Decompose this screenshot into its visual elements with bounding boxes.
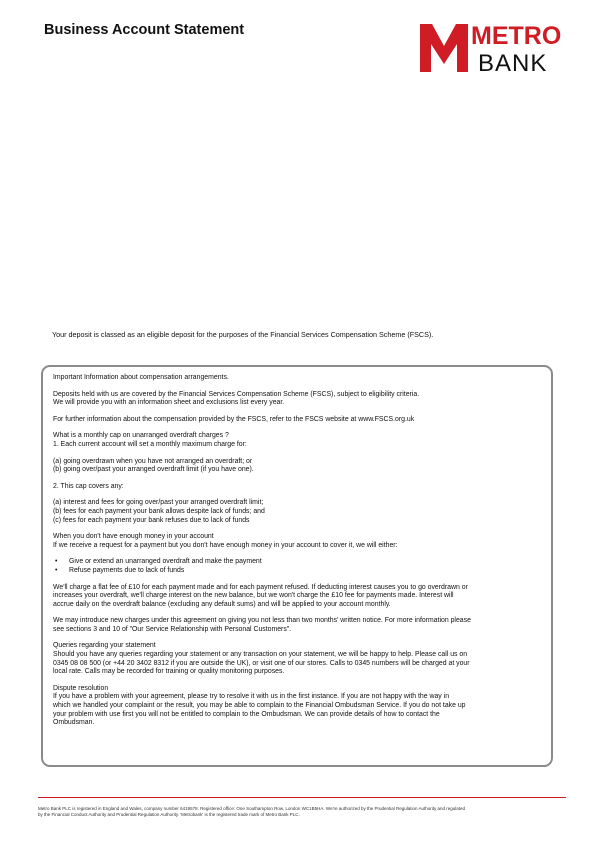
- footer-line: by the Financial Conduct Authority and Prudential Regulation Authority. 'Metrobank' is the registered trade mark of Metro Bank PLC.: [38, 812, 300, 817]
- section-heading: Queries regarding your statement: [53, 642, 156, 650]
- bullet-icon: •: [55, 566, 58, 574]
- list-item: (b) going over/past your arranged overdraft limit (if you have one).: [53, 466, 254, 474]
- list-item: (a) going overdrawn when you have not arranged an overdraft; or: [53, 457, 253, 465]
- list-item: [53, 558, 542, 567]
- text-line: We may introduce new charges under this agreement on giving you not less than two months' written notice. For more information please: [53, 617, 471, 625]
- deposits-paragraph: [53, 391, 542, 408]
- cap-items: [53, 458, 542, 475]
- text-line: 1. Each current account will set a monthly maximum charge for:: [53, 440, 247, 448]
- text-line: If you have a problem with your agreement, please try to resolve it with us in the first instance. If you are not happy with the way in: [53, 693, 450, 701]
- list-item: (c) fees for each payment your bank refuses due to lack of funds: [53, 516, 250, 524]
- text-line: increases your overdraft, we'll charge interest on the new balance, but we won't charge the £10 fee for payments made. Interest will: [53, 592, 454, 600]
- list-item-text: Give or extend an unarranged overdraft and make the payment: [69, 558, 262, 566]
- text-line: which we handled your complaint or the result, you may be able to complain to the Financial Ombudsman Service. If you do not take up: [53, 702, 466, 710]
- fscs-eligibility-note: Your deposit is classed as an eligible deposit for the purposes of the Financial Services Compensation Scheme (FSCS).: [52, 330, 434, 339]
- options-list: [53, 558, 542, 575]
- info-heading: Important Information about compensation arrangements.: [53, 374, 229, 381]
- new-charges-paragraph: [53, 617, 542, 634]
- text-line: Ombudsman.: [53, 719, 95, 727]
- list-item: (b) fees for each payment your bank allows despite lack of funds; and: [53, 507, 265, 515]
- text-line: We'll charge a flat fee of £10 for each payment made and for each payment refused. If deducting interest causes you to go overdrawn or: [53, 583, 468, 591]
- text-line: Deposits held with us are covered by the Financial Services Compensation Scheme (FSCS), subject to eligibility criteria.: [53, 390, 420, 398]
- text-line: your problem with use first you will not be entitled to complain to the Ombudsman. We can provide details of how to contact the: [53, 710, 440, 718]
- list-item: [53, 567, 542, 576]
- text-line: local rate. Calls may be recorded for training or quality monitoring purposes.: [53, 668, 285, 676]
- footer-line: Metro Bank PLC is registered in England and Wales, company number 6419578. Registered office: One Southampton Row, London WC1B5HA. We're authorized by the Prudential Regulation Authority and regulated: [38, 806, 466, 811]
- compensation-info-box: [41, 365, 553, 767]
- section-heading: When you don't have enough money in your account: [53, 533, 214, 541]
- metro-bank-logo: [420, 20, 562, 77]
- footer-divider: [38, 797, 566, 798]
- text-line: accrue daily on the overdraft balance (excluding any default sums) and will be applied to your account monthly.: [53, 600, 391, 608]
- flat-fee-paragraph: [53, 584, 542, 610]
- text-line: Should you have any queries regarding your statement or any transaction on your statement, we will be happy to help. Please call us on: [53, 651, 468, 659]
- list-item: (a) interest and fees for going over/past your arranged overdraft limit;: [53, 499, 264, 507]
- cap-question: [53, 432, 542, 449]
- logo-word-bank: BANK: [478, 50, 548, 77]
- text-line: We will provide you with an information sheet and exclusions list every year.: [53, 399, 285, 407]
- logo-word-metro: METRO: [471, 22, 562, 50]
- text-line: 0345 08 08 500 (or +44 20 3402 8312 if you are outside the UK), or visit one of our stores. Calls to 0345 numbers will be charged at your: [53, 659, 470, 667]
- text-line: What is a monthly cap on unarranged overdraft charges ?: [53, 432, 229, 440]
- dispute-paragraph: [53, 685, 542, 728]
- text-line: If we receive a request for a payment but you don't have enough money in your account to cover it, we will either:: [53, 541, 398, 549]
- page-title: Business Account Statement: [44, 22, 245, 38]
- list-item-text: Refuse payments due to lack of funds: [69, 566, 185, 574]
- fscs-further-info: For further information about the compensation provided by the FSCS, refer to the FSCS website at www.FSCS.org.uk: [53, 415, 415, 423]
- cover-items: [53, 499, 542, 525]
- section-heading: Dispute resolution: [53, 684, 109, 692]
- legal-footer: [38, 806, 568, 818]
- cap-covers: 2. This cap covers any:: [53, 482, 124, 490]
- text-line: see sections 3 and 10 of "Our Service Relationship with Personal Customers".: [53, 625, 292, 633]
- bullet-icon: •: [55, 558, 58, 566]
- logo-m-mark: [420, 24, 468, 72]
- not-enough-money: [53, 533, 542, 550]
- queries-paragraph: [53, 642, 542, 676]
